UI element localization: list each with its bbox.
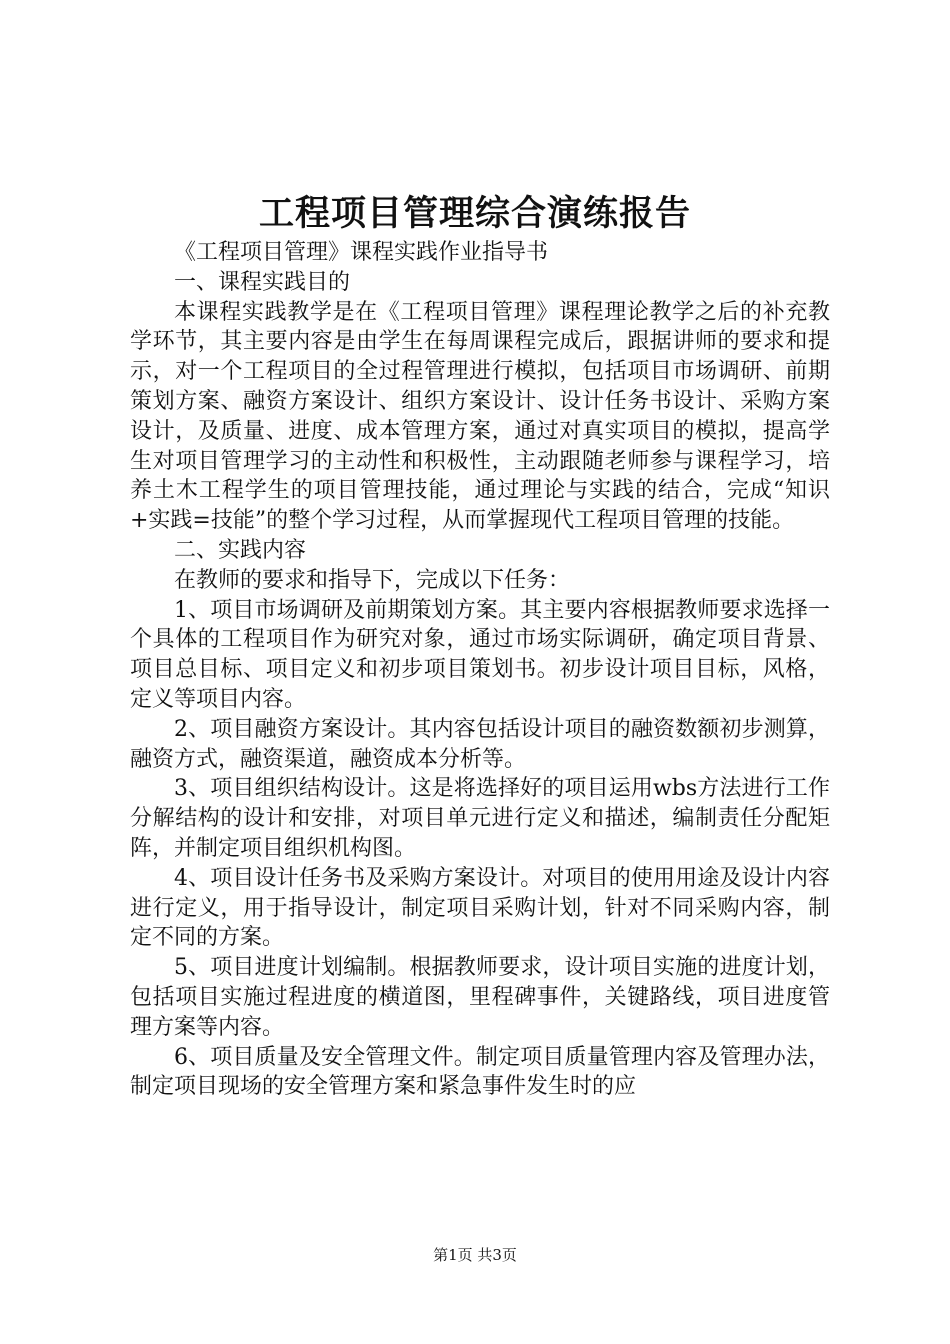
paragraph-task-6: 6、项目质量及安全管理文件。制定项目质量管理内容及管理办法，制定项目现场的安全管理方案和紧急事件发生时的应 bbox=[130, 1044, 830, 1100]
paragraph-task-1: 1、项目市场调研及前期策划方案。其主要内容根据教师要求选择一个具体的工程项目作为研究对象，通过市场实际调研，确定项目背景、项目总目标、项目定义和初步项目策划书。初步设计项目目标，风格，定义等项目内容。 bbox=[130, 597, 830, 712]
paragraph-task-5: 5、项目进度计划编制。根据教师要求，设计项目实施的进度计划，包括项目实施过程进度的横道图，里程碑事件，关键路线，项目进度管理方案等内容。 bbox=[130, 955, 830, 1040]
paragraph-subtitle: 《工程项目管理》课程实践作业指导书 bbox=[174, 240, 549, 265]
heading-section-1: 一、课程实践目的 bbox=[174, 269, 351, 295]
page-footer: 第1页 共3页 bbox=[433, 1246, 517, 1264]
paragraph-task-3: 3、项目组织结构设计。这是将选择好的项目运用wbs方法进行工作分解结构的设计和安排，对项目单元进行定义和描述，编制责任分配矩阵，并制定项目组织机构图。 bbox=[130, 776, 830, 861]
document-body bbox=[130, 238, 830, 1102]
paragraph-task-2: 2、项目融资方案设计。其内容包括设计项目的融资数额初步测算，融资方式，融资渠道，融资成本分析等。 bbox=[130, 716, 830, 772]
document-title: 工程项目管理综合演练报告 bbox=[258, 194, 691, 234]
paragraph-intro: 在教师的要求和指导下，完成以下任务： bbox=[174, 567, 571, 593]
paragraph-task-4: 4、项目设计任务书及采购方案设计。对项目的使用用途及设计内容进行定义，用于指导设计，制定项目采购计划，针对不同采购内容，制定不同的方案。 bbox=[130, 865, 830, 951]
paragraph-purpose: 本课程实践教学是在《工程项目管理》课程理论教学之后的补充教学环节，其主要内容是由学生在每周课程完成后，跟据讲师的要求和提示，对一个工程项目的全过程管理进行模拟，包括项目市场调研、前期策划方案、融资方案设计、组织方案设计、设计任务书设计、采购方案设计，及质量、进度、成本管理方案，通过对真实项目的模拟，提高学生对项目管理学习的主动性和积极性，主动跟随老师参与课程学习，培养土木工程学生的项目管理技能，通过理论与实践的结合，完成“知识+实践=技能”的整个学习过程，从而掌握现代工程项目管理的技能。 bbox=[130, 299, 830, 534]
heading-section-2: 二、实践内容 bbox=[174, 537, 307, 563]
